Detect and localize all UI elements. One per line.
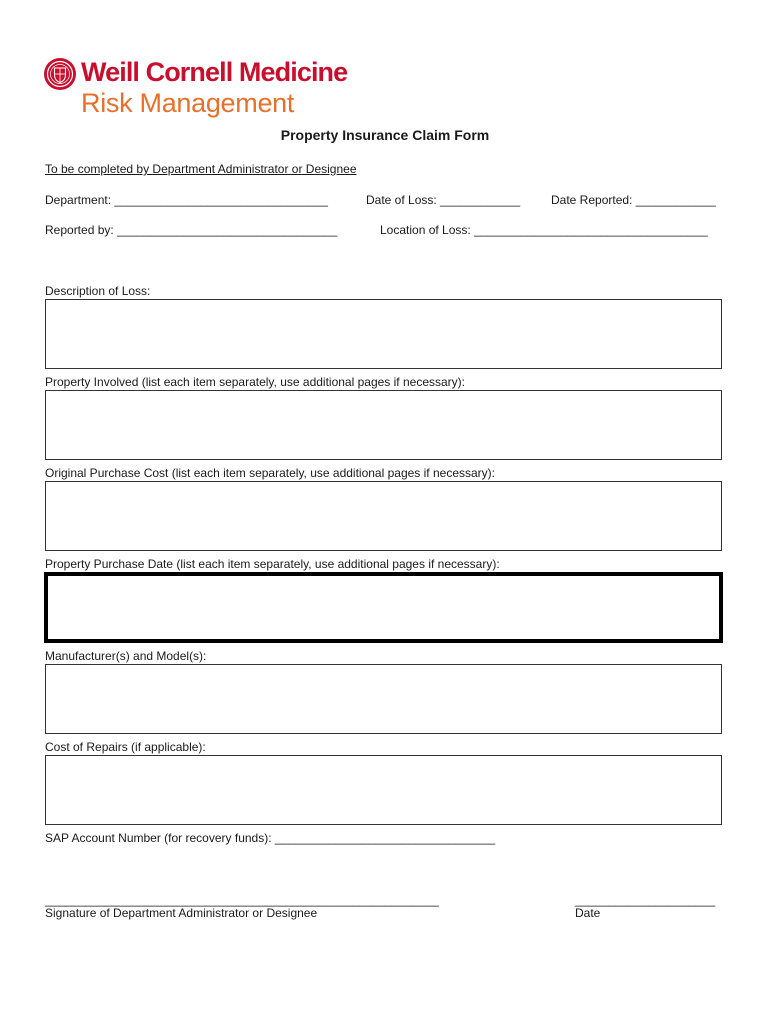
original-purchase-cost-label: Original Purchase Cost (list each item separately, use additional pages if necessary):: [45, 466, 495, 480]
property-purchase-date-label: Property Purchase Date (list each item separately, use additional pages if necessary):: [45, 557, 500, 571]
form-title: Property Insurance Claim Form: [280, 127, 490, 143]
date-line[interactable]: _____________________: [575, 893, 716, 907]
date-of-loss-field[interactable]: Date of Loss: ____________: [366, 193, 521, 207]
location-of-loss-field[interactable]: Location of Loss: ___________________________________: [380, 223, 708, 237]
manufacturer-model-label: Manufacturer(s) and Model(s):: [45, 649, 207, 663]
form-instruction: To be completed by Department Administrator or Designee: [45, 162, 357, 176]
signature-line[interactable]: ___________________________________________________________: [45, 893, 439, 907]
department-field[interactable]: Department: ________________________________: [45, 193, 328, 207]
sap-account-field[interactable]: SAP Account Number (for recovery funds): _________________________________: [45, 831, 496, 845]
logo-subtitle: Risk Management: [81, 88, 295, 118]
property-purchase-date-box[interactable]: [44, 572, 723, 643]
description-of-loss-label: Description of Loss:: [45, 284, 151, 298]
signature-label: Signature of Department Administrator or Designee: [45, 906, 318, 920]
date-reported-field[interactable]: Date Reported: ____________: [551, 193, 716, 207]
property-involved-box[interactable]: [45, 390, 722, 460]
cost-of-repairs-label: Cost of Repairs (if applicable):: [45, 740, 206, 754]
university-seal-icon: [43, 57, 77, 91]
original-purchase-cost-box[interactable]: [45, 481, 722, 551]
cost-of-repairs-box[interactable]: [45, 755, 722, 825]
reported-by-field[interactable]: Reported by: _________________________________: [45, 223, 338, 237]
description-of-loss-box[interactable]: [45, 299, 722, 369]
manufacturer-model-box[interactable]: [45, 664, 722, 734]
property-involved-label: Property Involved (list each item separately, use additional pages if necessary):: [45, 375, 465, 389]
date-label: Date: [575, 906, 601, 920]
logo-title: Weill Cornell Medicine: [81, 57, 348, 87]
